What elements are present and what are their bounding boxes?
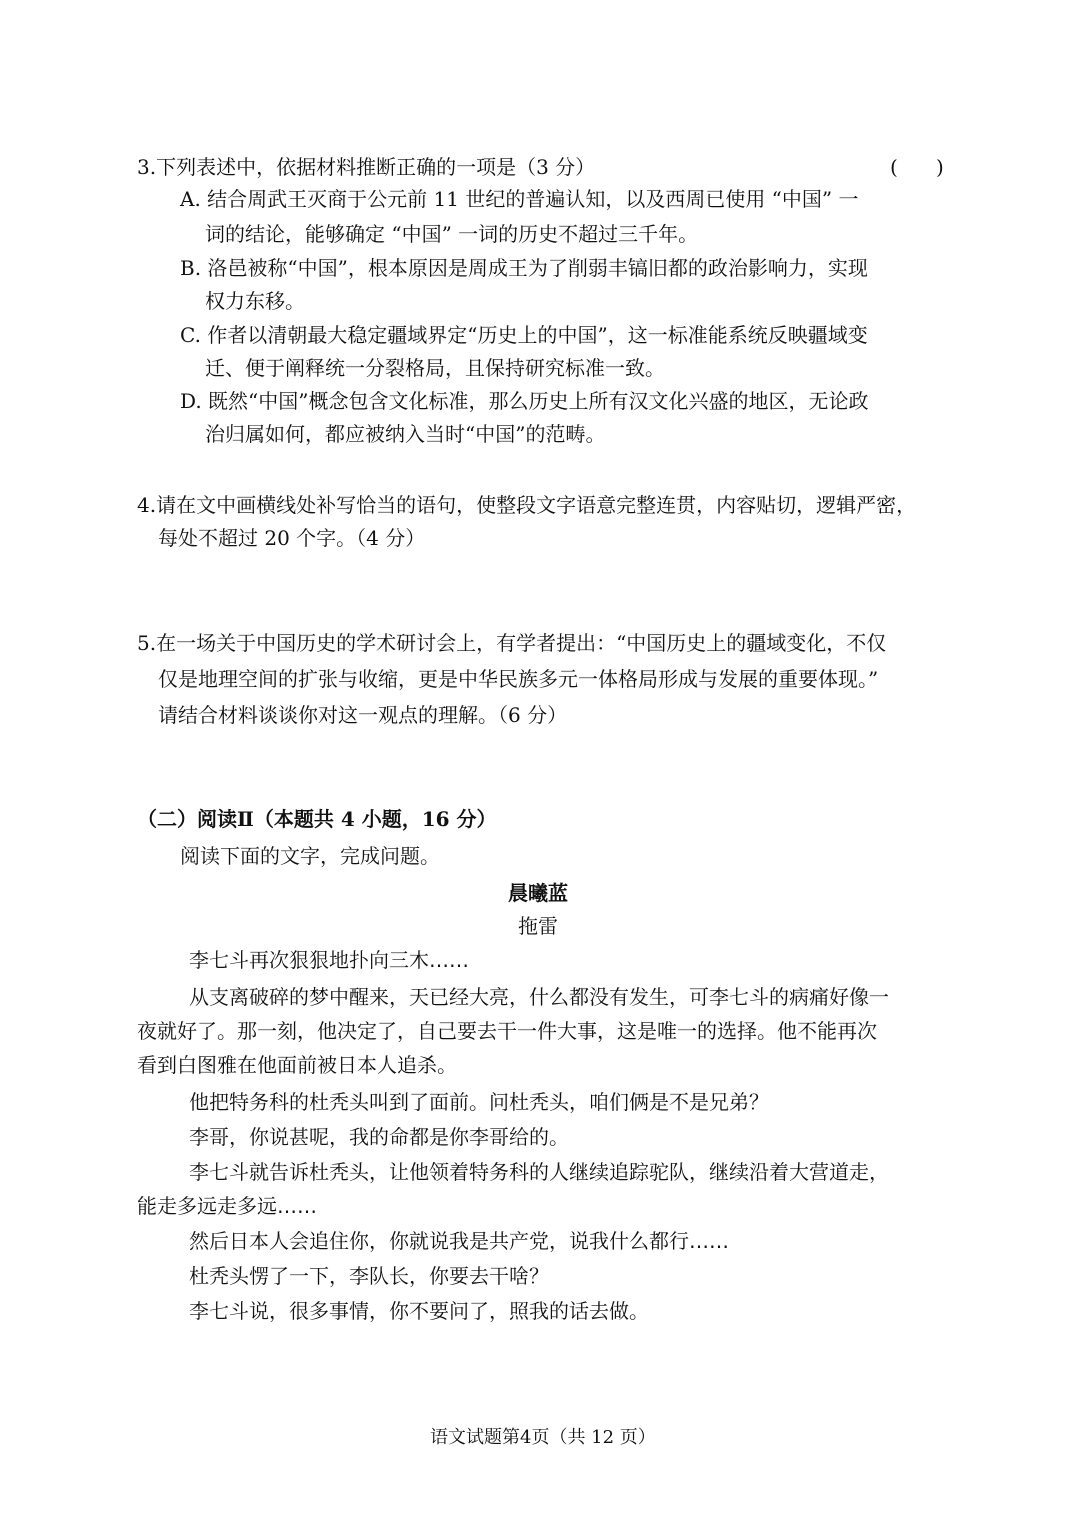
story-paragraph: 从支离破碎的梦中醒来，天已经大亮，什么都没有发生，可李七斗的病痛好像一 (189, 985, 889, 1009)
q5-line1: 5.在一场关于中国历史的学术研讨会上，有学者提出：“中国历史上的疆域变化，不仅 (137, 631, 887, 655)
story-paragraph: 李七斗就告诉杜秃头，让他领着特务科的人继续追踪驼队，继续沿着大营道走， (189, 1160, 889, 1184)
story-title: 晨曦蓝 (508, 881, 568, 905)
story-paragraph: 然后日本人会追住你，你就说我是共产党，说我什么都行…… (189, 1229, 729, 1253)
q3-option-c-line2: 迁、便于阐释统一分裂格局，且保持研究标准一致。 (205, 356, 665, 380)
q3-option-a-line2: 词的结论，能够确定 “中国” 一词的历史不超过三千年。 (205, 222, 699, 246)
section2-instruction: 阅读下面的文字，完成问题。 (180, 844, 440, 868)
story-paragraph: 李七斗说，很多事情，你不要问了，照我的话去做。 (189, 1299, 649, 1323)
story-paragraph: 李七斗再次狠狠地扑向三木…… (189, 948, 469, 972)
story-paragraph: 夜就好了。那一刻，他决定了，自己要去干一件大事，这是唯一的选择。他不能再次 (137, 1019, 877, 1043)
q3-option-d-line2: 治归属如何，都应被纳入当时“中国”的范畴。 (205, 422, 606, 446)
q3-option-d-line1: D. 既然“中国”概念包含文化标准，那么历史上所有汉文化兴盛的地区，无论政 (180, 389, 869, 413)
story-paragraph: 杜秃头愣了一下，李队长，你要去干啥？ (189, 1264, 549, 1288)
page-footer: 语文试题第4页（共 12 页） (430, 1427, 656, 1448)
q3-answer-bracket: ( ) (890, 155, 944, 179)
q3-option-b-line1: B. 洛邑被称“中国”，根本原因是周成王为了削弱丰镐旧都的政治影响力，实现 (180, 256, 868, 280)
q5-line3: 请结合材料谈谈你对这一观点的理解。（6 分） (158, 703, 568, 727)
story-author: 拖雷 (518, 914, 558, 938)
story-paragraph: 能走多远走多远…… (137, 1194, 317, 1218)
section2-heading: （二）阅读Ⅱ（本题共 4 小题，16 分） (137, 807, 497, 831)
q3-stem: 3.下列表述中，依据材料推断正确的一项是（3 分） (137, 155, 596, 179)
q3-option-a-line1: A. 结合周武王灭商于公元前 11 世纪的普遍认知，以及西周已使用 “中国” 一 (180, 187, 859, 211)
story-paragraph: 李哥，你说甚呢，我的命都是你李哥给的。 (189, 1125, 569, 1149)
q5-line2: 仅是地理空间的扩张与收缩，更是中华民族多元一体格局形成与发展的重要体现。” (158, 667, 879, 691)
q3-option-c-line1: C. 作者以清朝最大稳定疆域界定“历史上的中国”，这一标准能系统反映疆域变 (180, 323, 868, 347)
story-paragraph: 看到白图雅在他面前被日本人追杀。 (137, 1053, 457, 1077)
q4-line2: 每处不超过 20 个字。（4 分） (158, 526, 426, 550)
q3-option-b-line2: 权力东移。 (205, 289, 305, 313)
q4-line1: 4.请在文中画横线处补写恰当的语句，使整段文字语意完整连贯，内容贴切，逻辑严密， (137, 493, 917, 517)
story-paragraph: 他把特务科的杜秃头叫到了面前。问杜秃头，咱们俩是不是兄弟？ (189, 1090, 769, 1114)
